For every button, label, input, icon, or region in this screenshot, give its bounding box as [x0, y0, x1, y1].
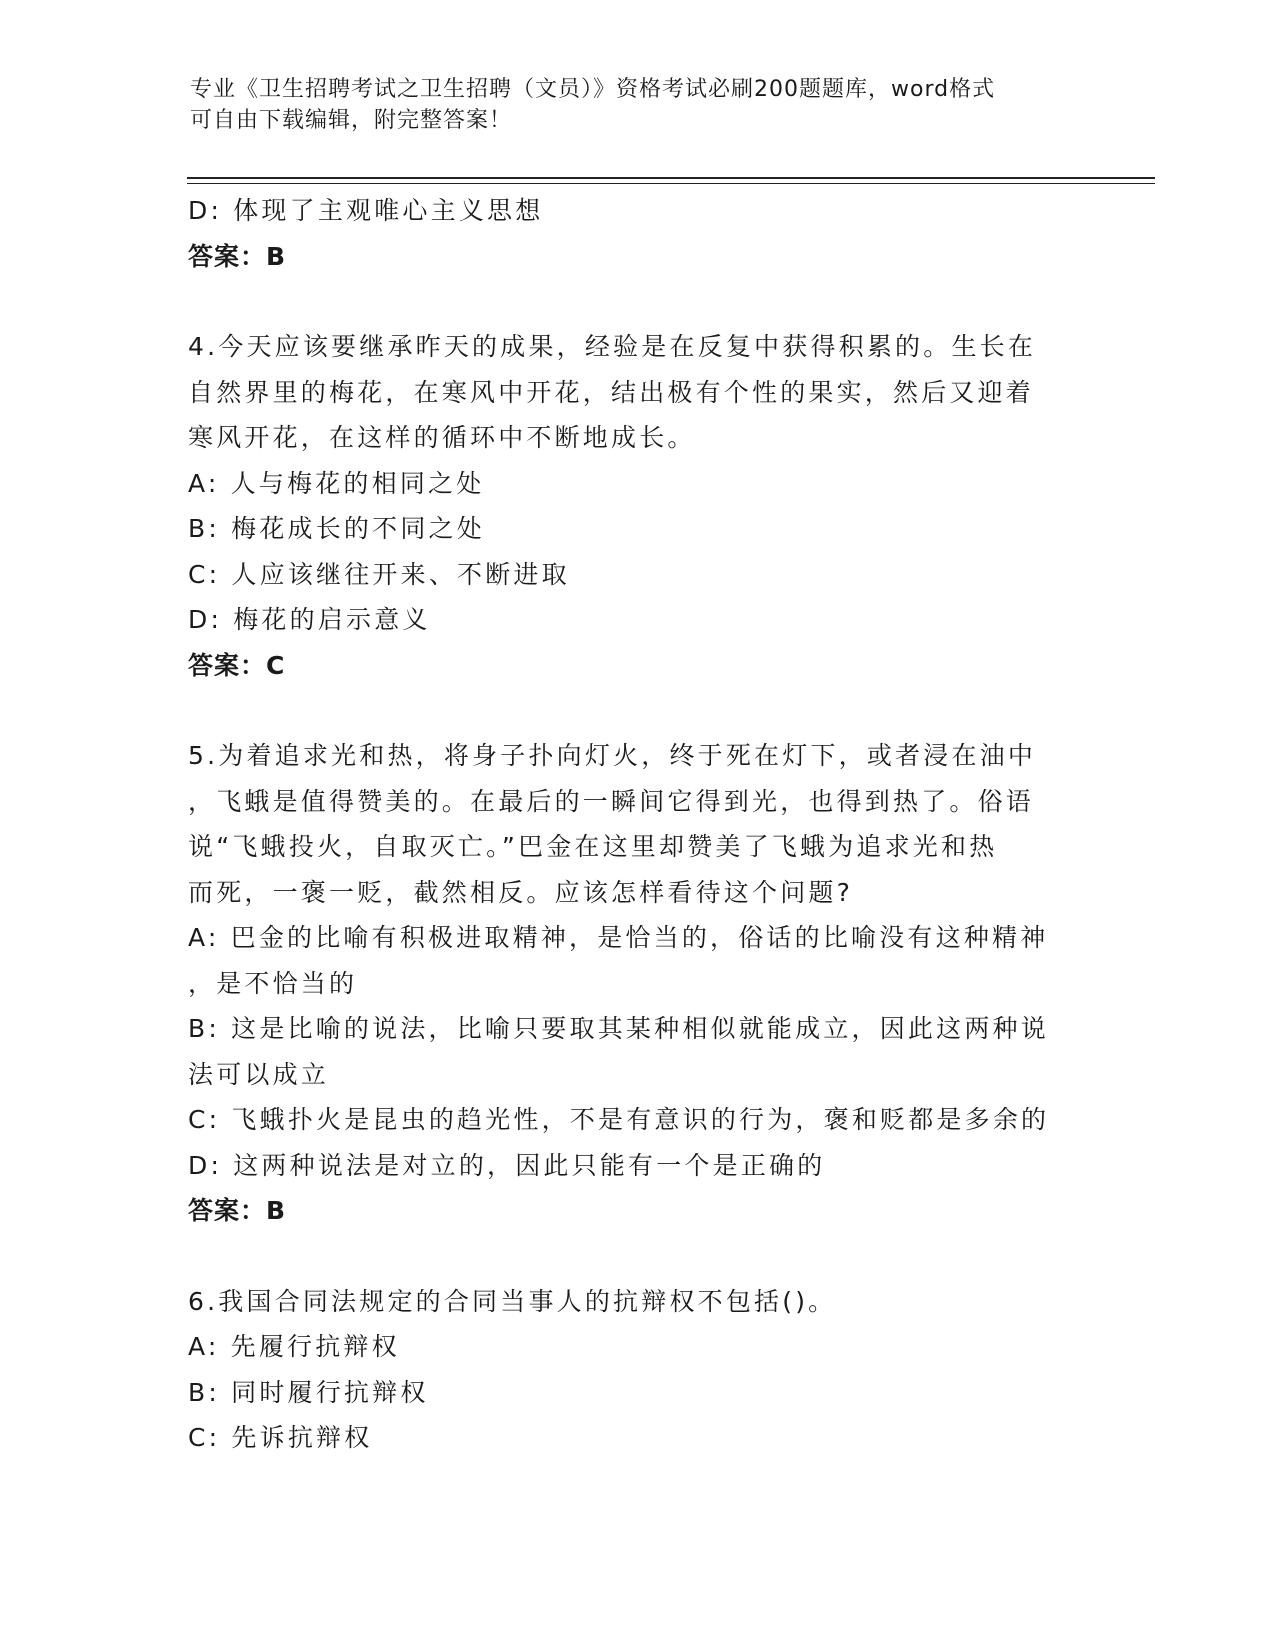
q5-option-d: D: 这两种说法是对立的，因此只能有一个是正确的 [188, 1150, 826, 1180]
q5-stem-line: ，飞蛾是值得赞美的。在最后的一瞬间它得到光，也得到热了。俗语 [188, 786, 1035, 816]
q5-option-a-line: A: 巴金的比喻有积极进取精神，是恰当的，俗话的比喻没有这种精神 [188, 923, 1049, 952]
document-header [190, 74, 1070, 136]
question-5 [188, 733, 1068, 1234]
q4-answer: 答案：C [188, 650, 286, 680]
q5-option-b-line: 法可以成立 [188, 1059, 330, 1089]
spacer [188, 279, 1068, 324]
q6-stem: 6.我国合同法规定的合同当事人的抗辩权不包括()。 [188, 1286, 837, 1316]
q4-stem-line: 寒风开花，在这样的循环中不断地成长。 [188, 423, 696, 452]
q5-option-c: C: 飞蛾扑火是昆虫的趋光性，不是有意识的行为，褒和贬都是多余的 [188, 1105, 1050, 1134]
question-6 [188, 1279, 1068, 1461]
header-title-line-2: 可自由下载编辑，附完整答案！ [190, 108, 513, 133]
q3-option-d: D: 体现了主观唯心主义思想 [188, 196, 544, 225]
q3-answer: 答案：B [188, 241, 287, 271]
q4-option-c: C: 人应该继往开来、不断进取 [188, 559, 570, 589]
q6-option-a: A: 先履行抗辩权 [188, 1332, 400, 1361]
q5-answer: 答案：B [188, 1196, 287, 1225]
q4-option-a: A: 人与梅花的相同之处 [188, 468, 485, 498]
header-divider-thick [187, 177, 1155, 179]
q5-option-a-line: ，是不恰当的 [188, 968, 358, 998]
question-content [188, 188, 1068, 1461]
q5-stem-line: 而死，一褒一贬，截然相反。应该怎样看待这个问题? [188, 877, 854, 907]
q4-stem-line: 4.今天应该要继承昨天的成果，经验是在反复中获得积累的。生长在 [188, 332, 1037, 361]
q5-stem-line: 5.为着追求光和热，将身子扑向灯火，终于死在灯下，或者浸在油中 [188, 741, 1037, 770]
q5-option-b-line: B: 这是比喻的说法，比喻只要取其某种相似就能成立，因此这两种说 [188, 1014, 1049, 1043]
question-4 [188, 324, 1068, 688]
spacer [188, 1234, 1068, 1279]
q6-option-b: B: 同时履行抗辩权 [188, 1377, 429, 1407]
header-title-line-1: 专业《卫生招聘考试之卫生招聘（文员）》资格考试必刷200题题库，word格式 [190, 77, 996, 102]
q4-option-b: B: 梅花成长的不同之处 [188, 514, 485, 543]
question-3 [188, 188, 1068, 279]
header-divider-thin [187, 183, 1155, 184]
spacer [188, 688, 1068, 733]
q4-option-d: D: 梅花的启示意义 [188, 605, 431, 634]
q4-stem-line: 自然界里的梅花，在寒风中开花，结出极有个性的果实，然后又迎着 [188, 377, 1035, 407]
q6-option-c: C: 先诉抗辩权 [188, 1423, 373, 1452]
q5-stem-line: 说“飞蛾投火，自取灭亡。”巴金在这里却赞美了飞蛾为追求光和热 [188, 832, 998, 861]
